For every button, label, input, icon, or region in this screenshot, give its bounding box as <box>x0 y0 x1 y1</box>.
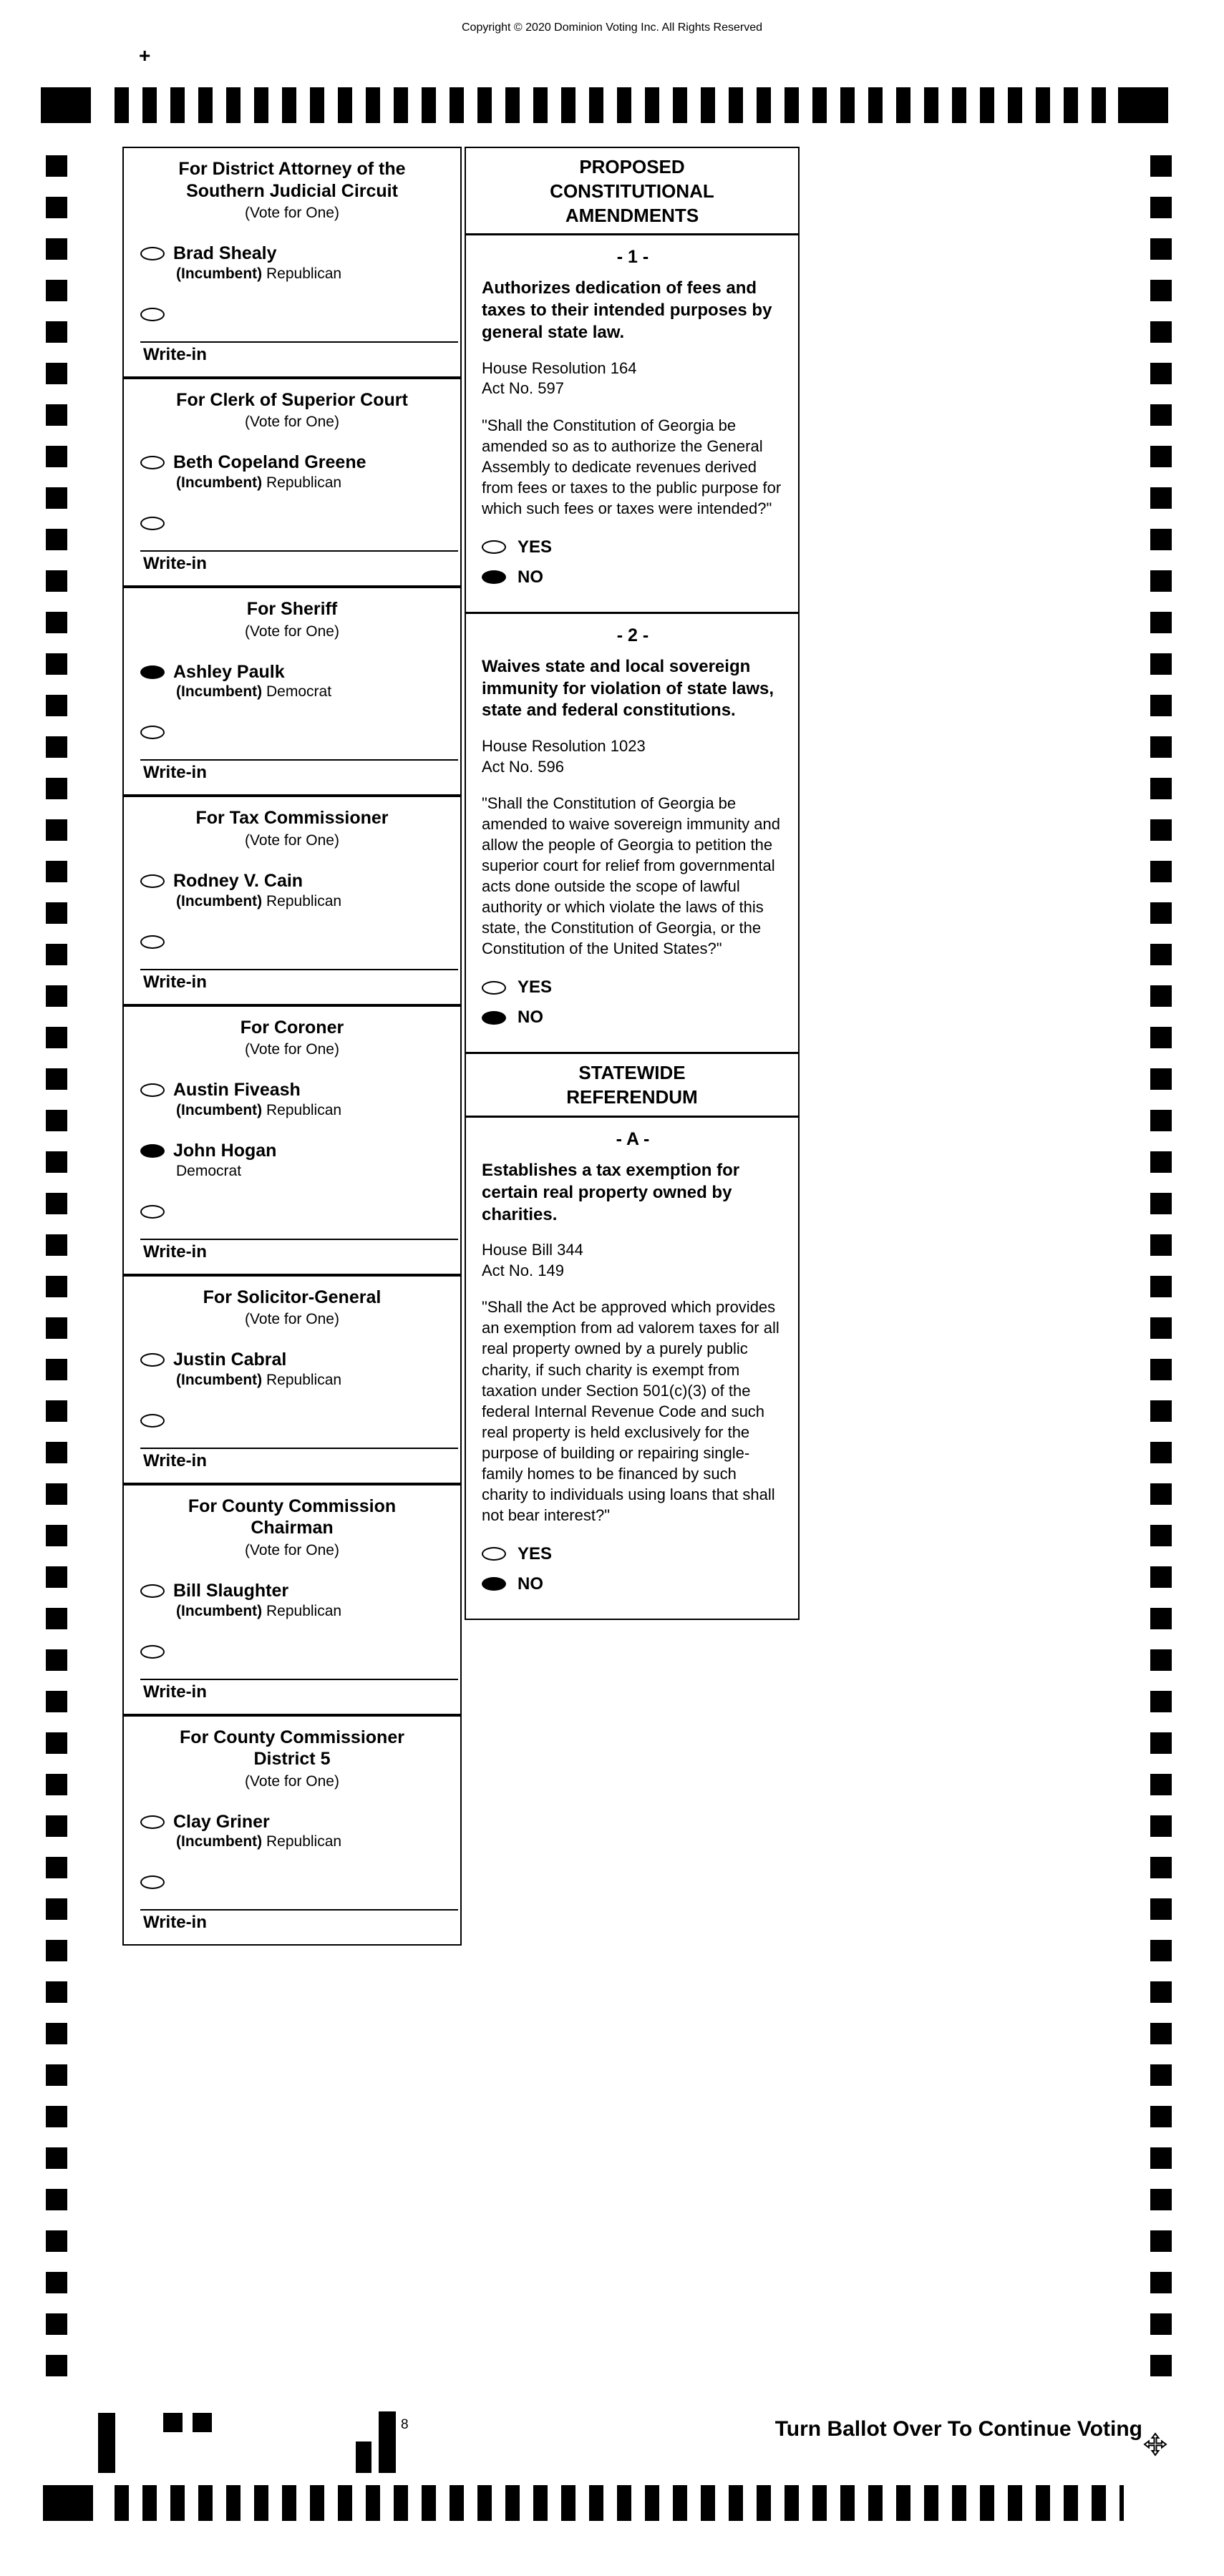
oval-ashley-paulk[interactable] <box>140 665 165 679</box>
measure-number: - 2 - <box>616 625 649 645</box>
contest-title: For Sheriff <box>246 599 338 619</box>
candidate-row <box>124 452 460 492</box>
measure-summary: Waives state and local sovereign immunity for violation of state laws, state and federal constitutions. <box>482 656 774 721</box>
write-in-oval-row <box>124 932 460 949</box>
measure-number: - A - <box>616 1129 650 1150</box>
yes-label: YES <box>518 977 553 997</box>
contests-column <box>122 147 462 1946</box>
party-label: Democrat <box>176 1162 242 1179</box>
write-in-label: Write-in <box>143 554 207 573</box>
candidate-row <box>124 1581 460 1620</box>
measure-ref-line: Act No. 596 <box>482 757 564 776</box>
contest-tax-commissioner <box>124 794 460 1003</box>
contest-county-commissioner-district-5 <box>124 1714 460 1945</box>
yes-label: YES <box>518 537 553 557</box>
measure-question: "Shall the Act be approved which provides an exemption from ad valorem taxes for all real property owned by a purely public charity, if such charity is exempt from taxation under Section 501(c)(3) of the federal Internal Revenue Code and such real property is held exclusively for the purpose of building or repairing single-family homes to be financed by such charity to individuals using loans that shall not bear interest?" <box>482 1298 779 1524</box>
contest-instruction: (Vote for One) <box>245 831 339 849</box>
write-in-label: Write-in <box>143 1913 207 1933</box>
oval-justin-cabral[interactable] <box>140 1353 165 1367</box>
footer-barcode-digit: 8 <box>401 2417 409 2432</box>
referendum-header: STATEWIDE REFERENDUM <box>566 1062 698 1108</box>
candidate-row <box>124 1350 460 1389</box>
no-label: NO <box>518 567 543 587</box>
contest-district-attorney <box>124 148 460 376</box>
candidate-row <box>124 1812 460 1851</box>
incumbent-label: (Incumbent) <box>176 1101 263 1118</box>
write-in-label: Write-in <box>143 972 207 992</box>
oval-write-in-clerk[interactable] <box>140 517 165 530</box>
oval-write-in-tax-commissioner[interactable] <box>140 935 165 949</box>
incumbent-label: (Incumbent) <box>176 892 263 909</box>
oval-yes-amendment-2[interactable] <box>482 981 506 995</box>
contest-title: For County Commissioner District 5 <box>180 1727 404 1769</box>
candidate-row <box>124 243 460 283</box>
party-label: Republican <box>266 1101 342 1118</box>
contest-title: For Clerk of Superior Court <box>176 389 408 410</box>
measure-question: "Shall the Constitution of Georgia be amended so as to authorize the General Assembly to dedicate revenues derived from fees or taxes to the public purpose for which such fees or taxes were intended?" <box>482 416 782 517</box>
party-label: Republican <box>266 474 342 491</box>
party-label: Republican <box>266 265 342 282</box>
choice-no-row <box>482 567 784 587</box>
timing-marks-right <box>1150 155 1172 2376</box>
contest-instruction: (Vote for One) <box>245 205 339 221</box>
registration-plus-mark: + <box>139 44 151 67</box>
choice-yes-row <box>482 537 784 557</box>
measure-amendment-1 <box>466 235 798 612</box>
oval-no-amendment-2[interactable] <box>482 1011 506 1025</box>
measure-summary: Establishes a tax exemption for certain real property owned by charities. <box>482 1161 740 1224</box>
oval-austin-fiveash[interactable] <box>140 1083 165 1097</box>
contest-title: For Coroner <box>240 1017 344 1038</box>
write-in-line[interactable] <box>140 759 458 761</box>
oval-write-in-solicitor-general[interactable] <box>140 1414 165 1428</box>
measure-question: "Shall the Constitution of Georgia be amended to waive sovereign immunity and allow the people of Georgia to petition the superior court for relief from governmental acts done outside the scope of lawful authority or which violate the laws of this state, the Constitution of Georgia, or the Constitution of the United States?" <box>482 794 781 958</box>
candidate-name: Justin Cabral <box>173 1350 287 1370</box>
oval-write-in-sheriff[interactable] <box>140 726 165 739</box>
measure-ref-line: House Resolution 164 <box>482 358 637 377</box>
write-in-label: Write-in <box>143 344 207 364</box>
candidate-name: Ashley Paulk <box>173 661 285 682</box>
incumbent-label: (Incumbent) <box>176 1371 263 1388</box>
referendum-header-block <box>466 1052 798 1118</box>
party-label: Republican <box>266 892 342 909</box>
candidate-row <box>124 662 460 701</box>
write-in-line[interactable] <box>140 969 458 970</box>
timing-corner-bottom-left <box>43 2485 93 2521</box>
contest-title: For Tax Commissioner <box>195 808 389 829</box>
choice-no-row <box>482 1008 784 1028</box>
contest-county-commission-chairman <box>124 1483 460 1714</box>
write-in-oval-row <box>124 1872 460 1889</box>
incumbent-label: (Incumbent) <box>176 1833 263 1850</box>
choice-yes-row <box>482 1544 784 1564</box>
candidate-name: Bill Slaughter <box>173 1580 289 1601</box>
candidate-name: Austin Fiveash <box>173 1080 301 1100</box>
candidate-row <box>124 871 460 910</box>
write-in-label: Write-in <box>143 1682 207 1702</box>
candidate-name: Clay Griner <box>173 1811 270 1832</box>
timing-marks-left <box>46 155 67 2376</box>
contest-instruction: (Vote for One) <box>245 1311 339 1327</box>
turn-ballot-over-note: Turn Ballot Over To Continue Voting <box>774 2417 1142 2441</box>
oval-no-amendment-1[interactable] <box>482 570 506 584</box>
choice-no-row <box>482 1574 784 1594</box>
candidate-name: Brad Shealy <box>173 243 277 263</box>
contest-coroner <box>124 1004 460 1274</box>
contest-instruction: (Vote for One) <box>245 1541 339 1558</box>
no-label: NO <box>518 1008 543 1028</box>
oval-no-referendum-a[interactable] <box>482 1577 506 1591</box>
measure-referendum-a <box>466 1118 798 1619</box>
party-label: Republican <box>266 1602 342 1619</box>
incumbent-label: (Incumbent) <box>176 265 263 282</box>
candidate-name: John Hogan <box>173 1140 277 1161</box>
contest-instruction: (Vote for One) <box>245 623 339 640</box>
write-in-label: Write-in <box>143 1241 207 1262</box>
contest-title: For County Commission Chairman <box>188 1496 397 1538</box>
write-in-line[interactable] <box>140 1679 458 1680</box>
oval-rodney-v-cain[interactable] <box>140 874 165 888</box>
write-in-oval-row <box>124 304 460 321</box>
contest-solicitor-general <box>124 1274 460 1483</box>
candidate-name: Beth Copeland Greene <box>173 452 366 473</box>
oval-write-in-commission-chairman[interactable] <box>140 1645 165 1659</box>
oval-write-in-district-attorney[interactable] <box>140 308 165 321</box>
oval-bill-slaughter[interactable] <box>140 1584 165 1598</box>
no-label: NO <box>518 1574 543 1594</box>
write-in-line[interactable] <box>140 550 458 552</box>
measure-ref-line: Act No. 149 <box>482 1261 564 1279</box>
contest-title: For District Attorney of the Southern Judicial Circuit <box>178 159 406 201</box>
oval-yes-amendment-1[interactable] <box>482 540 506 554</box>
contest-instruction: (Vote for One) <box>245 414 339 431</box>
measure-ref-line: Act No. 597 <box>482 379 564 398</box>
write-in-oval-row <box>124 722 460 739</box>
party-label: Democrat <box>266 683 332 701</box>
write-in-oval-row <box>124 513 460 530</box>
footer-barcode-mark <box>356 2441 371 2473</box>
copyright-line: Copyright © 2020 Dominion Voting Inc. All Rights Reserved <box>461 21 762 34</box>
write-in-label: Write-in <box>143 1450 207 1470</box>
yes-label: YES <box>518 1543 553 1563</box>
candidate-row <box>124 1141 460 1180</box>
timing-marks-bottom <box>115 2485 1124 2521</box>
incumbent-label: (Incumbent) <box>176 683 263 701</box>
measure-number: - 1 - <box>616 247 649 268</box>
measure-summary: Authorizes dedication of fees and taxes to their intended purposes by general state law. <box>482 278 772 342</box>
candidate-row <box>124 1080 460 1119</box>
measure-amendment-2 <box>466 612 798 1053</box>
amendments-header: PROPOSED CONSTITUTIONAL AMENDMENTS <box>550 156 714 226</box>
measure-references <box>482 358 784 399</box>
registration-cross-icon <box>1142 2431 1168 2461</box>
write-in-line[interactable] <box>140 1909 458 1911</box>
write-in-line[interactable] <box>140 341 458 343</box>
candidate-name: Rodney V. Cain <box>173 870 303 891</box>
oval-clay-griner[interactable] <box>140 1815 165 1829</box>
oval-yes-referendum-a[interactable] <box>482 1547 506 1561</box>
oval-john-hogan[interactable] <box>140 1144 165 1158</box>
contest-title: For Solicitor-General <box>203 1287 382 1307</box>
write-in-oval-row <box>124 1641 460 1659</box>
timing-marks-top <box>115 87 1106 123</box>
party-label: Republican <box>266 1371 342 1388</box>
oval-brad-shealy[interactable] <box>140 247 165 260</box>
contest-clerk-superior-court <box>124 376 460 585</box>
measure-references <box>482 1240 784 1281</box>
oval-write-in-district-5[interactable] <box>140 1875 165 1889</box>
choice-yes-row <box>482 977 784 997</box>
write-in-oval-row <box>124 1201 460 1219</box>
incumbent-label: (Incumbent) <box>176 474 263 491</box>
write-in-label: Write-in <box>143 763 207 783</box>
contest-instruction: (Vote for One) <box>245 1041 339 1058</box>
oval-beth-copeland-greene[interactable] <box>140 456 165 469</box>
party-label: Republican <box>266 1833 342 1850</box>
write-in-oval-row <box>124 1410 460 1428</box>
measure-ref-line: House Resolution 1023 <box>482 737 646 756</box>
measure-ref-line: House Bill 344 <box>482 1241 583 1259</box>
timing-corner-top-right <box>1118 87 1168 123</box>
timing-corner-top-left <box>41 87 91 123</box>
oval-write-in-coroner[interactable] <box>140 1205 165 1219</box>
amendments-header-block <box>466 148 798 235</box>
contest-instruction: (Vote for One) <box>245 1772 339 1790</box>
incumbent-label: (Incumbent) <box>176 1602 263 1619</box>
write-in-line[interactable] <box>140 1448 458 1449</box>
measure-references <box>482 736 784 777</box>
measures-column <box>465 147 800 1620</box>
write-in-line[interactable] <box>140 1239 458 1240</box>
contest-sheriff <box>124 585 460 794</box>
